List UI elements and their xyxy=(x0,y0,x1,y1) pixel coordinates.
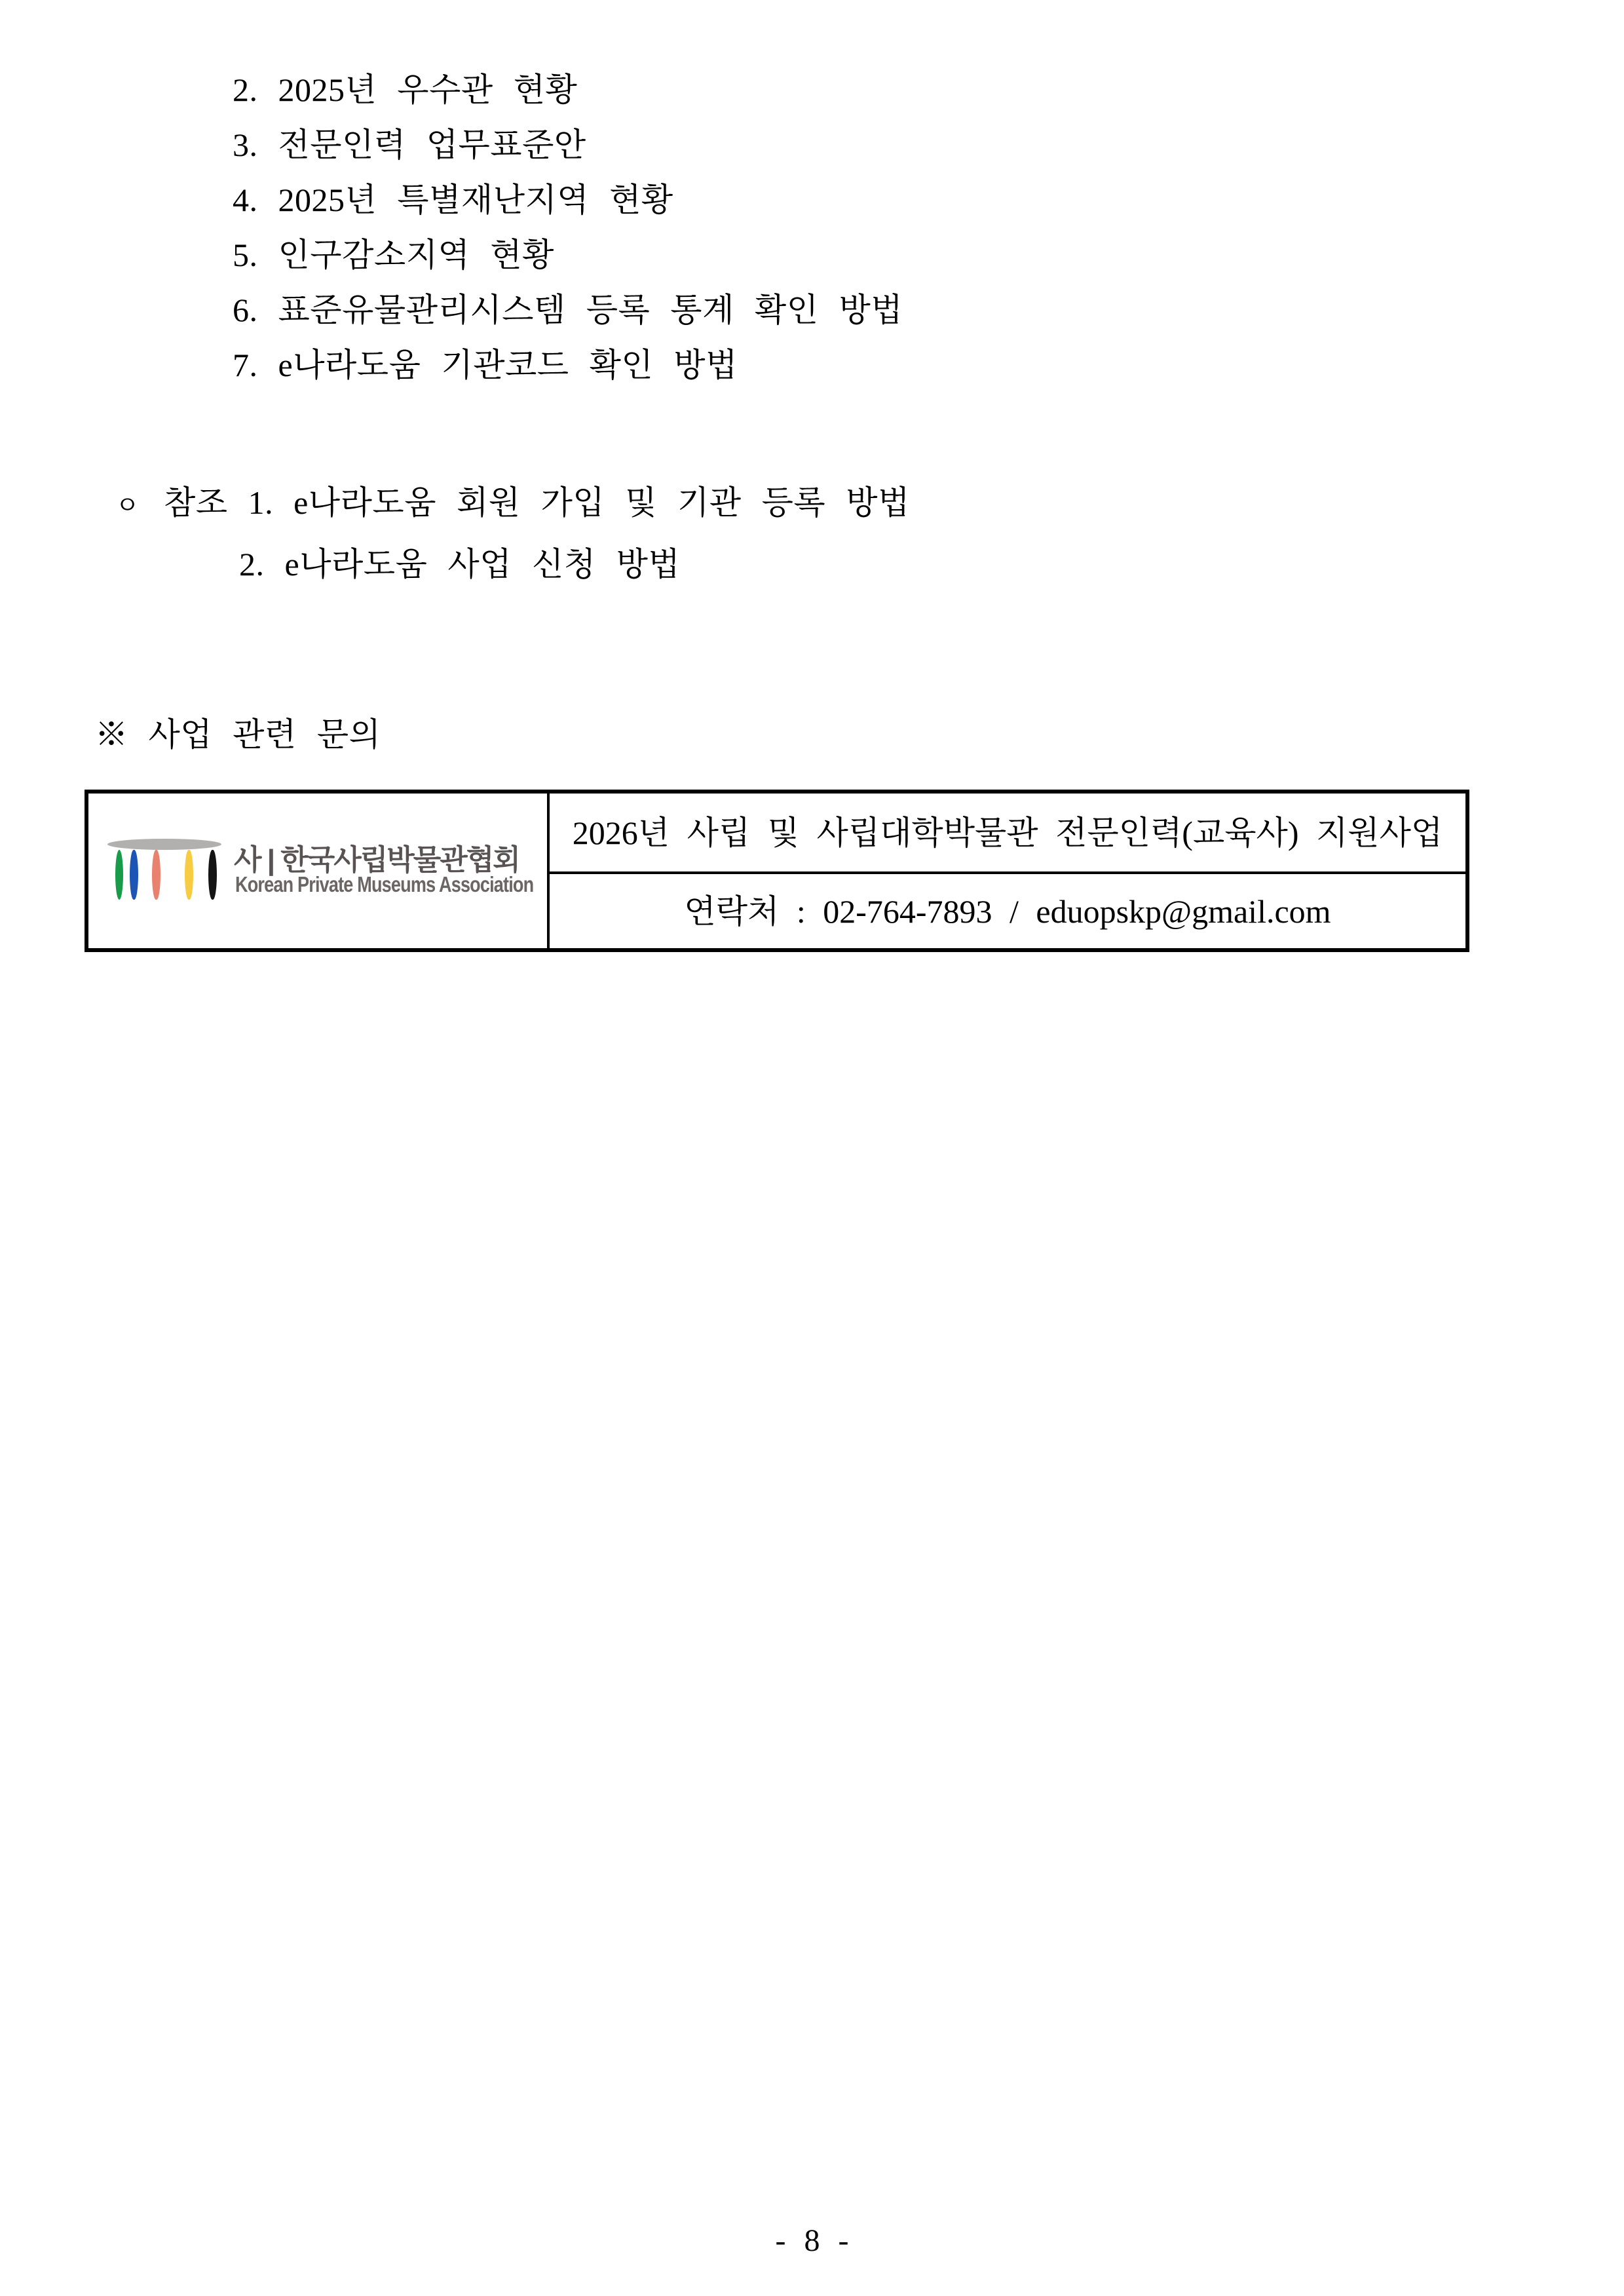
contact-table xyxy=(85,790,1469,952)
reference-line: 2. e나라도움 사업 신청 방법 xyxy=(239,546,681,583)
contact-info-cell xyxy=(550,874,1465,948)
contact-info: 연락처 : 02-764-7893 / eduopskp@gmail.com xyxy=(684,892,1331,930)
logo-pillar-icon xyxy=(185,850,193,900)
logo-korean-name: 사 | 한국사립박물관협회 xyxy=(234,844,519,876)
attachment-list-item: 4. 2025년 특별재난지역 현황 xyxy=(233,182,673,218)
logo-pillar-icon xyxy=(115,850,123,900)
reference-bullet: ㅇ xyxy=(115,492,140,520)
page-number: - 8 - xyxy=(775,2223,849,2258)
logo-pillar-icon xyxy=(208,850,217,900)
logo-pillar-icon xyxy=(152,850,161,900)
logo-cell xyxy=(88,794,550,948)
logo-pillar-icon xyxy=(130,850,138,900)
attachment-list-item: 7. e나라도움 기관코드 확인 방법 xyxy=(233,347,738,383)
logo-english-name: Korean Private Museums Association xyxy=(235,872,534,896)
museum-association-logo xyxy=(88,794,547,948)
program-title: 2026년 사립 및 사립대학박물관 전문인력(교육사) 지원사업 xyxy=(572,814,1443,851)
attachment-list-item: 2. 2025년 우수관 현황 xyxy=(233,71,578,108)
reference-line: 참조 1. e나라도움 회원 가입 및 기관 등록 방법 xyxy=(164,484,910,521)
inquiry-heading: ※ 사업 관련 문의 xyxy=(95,716,381,753)
attachment-list-item: 5. 인구감소지역 현황 xyxy=(233,237,554,273)
program-title-cell xyxy=(550,794,1465,874)
attachment-list-item: 3. 전문인력 업무표준안 xyxy=(233,126,586,163)
logo-roof-icon xyxy=(107,839,221,850)
attachment-list-item: 6. 표준유물관리시스템 등록 통계 확인 방법 xyxy=(233,292,903,328)
